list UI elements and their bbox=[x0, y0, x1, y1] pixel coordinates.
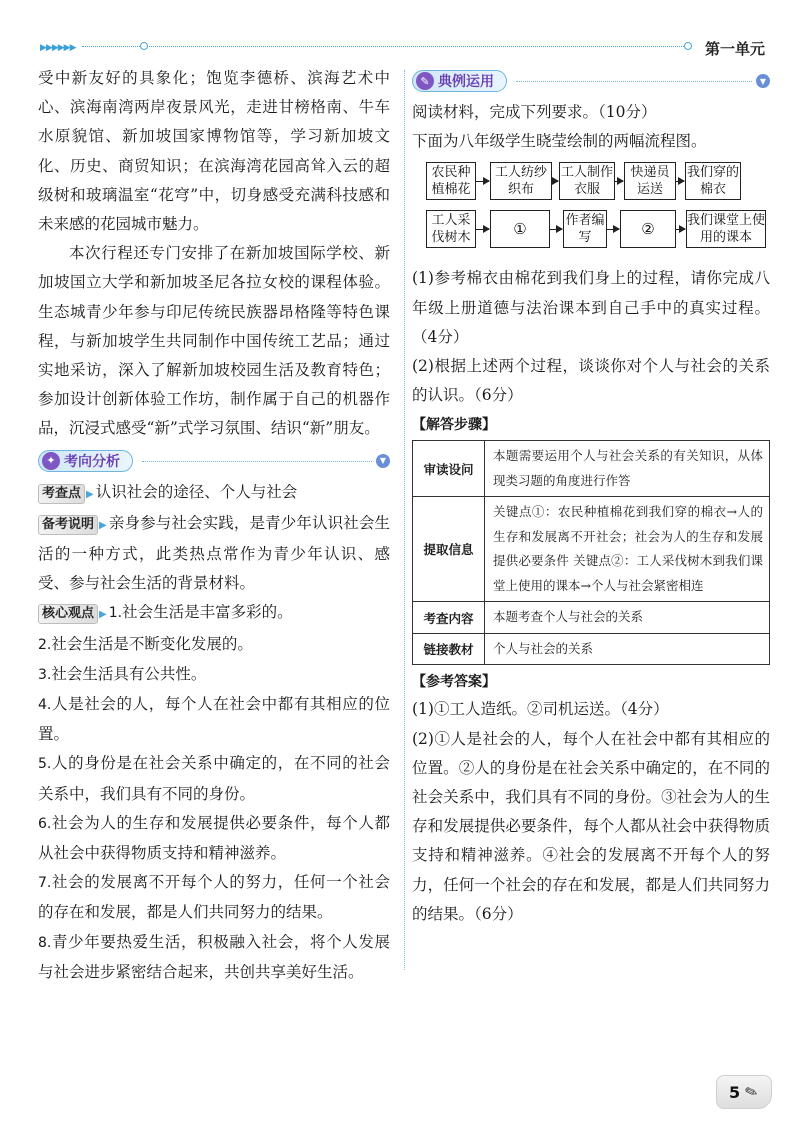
point-number: 4. bbox=[38, 697, 52, 714]
table-row bbox=[413, 497, 770, 602]
flow-box-row1-2: 工人纺纱织布 bbox=[490, 162, 552, 200]
step-key: 链接教材 bbox=[413, 633, 485, 665]
section-header-dianli bbox=[412, 70, 770, 94]
compass-icon: ✦ bbox=[42, 452, 60, 470]
flow-box-blank-2: ② bbox=[620, 210, 676, 248]
chevron-down-icon: ▼ bbox=[376, 454, 390, 468]
header-arrow-decoration: ▶▶▶▶▶▶ bbox=[40, 43, 76, 53]
answer-heading: 【参考答案】 bbox=[412, 674, 496, 691]
triangle-icon: ▶ bbox=[99, 519, 107, 531]
list-item bbox=[38, 809, 390, 868]
flow-arrow bbox=[476, 181, 489, 182]
answer-1: (1)①工人造纸。②司机运送。（4分） bbox=[412, 700, 669, 719]
page-number-badge bbox=[716, 1075, 772, 1109]
flow-arrow bbox=[552, 181, 558, 182]
step-value: 关键点①：农民种植棉花到我们穿的棉衣→人的生存和发展离不开社会；社会为人的生存和发展提供必要条件 关键点②：工人采伐树木到我们课堂上使用的课本→个人与社会紧密相连 bbox=[485, 497, 770, 602]
list-item bbox=[38, 630, 390, 660]
list-item bbox=[38, 598, 390, 629]
flow-box-blank-1: ① bbox=[490, 210, 550, 248]
example-icon: ✎ bbox=[416, 72, 434, 90]
list-item bbox=[38, 928, 390, 987]
flow-arrow bbox=[615, 181, 623, 182]
triangle-icon: ▶ bbox=[99, 609, 107, 621]
header-dotted-rule bbox=[82, 46, 686, 47]
step-value: 个人与社会的关系 bbox=[485, 633, 770, 665]
point-text: 社会生活具有公共性。 bbox=[51, 664, 207, 683]
left-column bbox=[38, 64, 390, 987]
steps-table bbox=[412, 440, 770, 665]
column-divider bbox=[404, 70, 405, 970]
section-pill bbox=[38, 450, 133, 472]
point-text: 人是社会的人，每个人在社会中都有其相应的位置。 bbox=[38, 695, 390, 744]
list-item bbox=[38, 868, 390, 927]
hexin-tag: 核心观点 bbox=[38, 604, 98, 624]
header-circle-right bbox=[684, 42, 692, 50]
kaochadian-text: 认识社会的途径、个人与社会 bbox=[95, 482, 298, 501]
flow-arrow bbox=[676, 229, 685, 230]
header-circle-left bbox=[140, 42, 148, 50]
point-number: 2. bbox=[38, 636, 52, 653]
triangle-icon: ▶ bbox=[86, 488, 94, 500]
step-key: 考查内容 bbox=[413, 602, 485, 634]
section-rule bbox=[516, 81, 752, 82]
flow-arrow bbox=[476, 229, 489, 230]
table-row bbox=[413, 602, 770, 634]
section-title: 典例运用 bbox=[438, 74, 494, 90]
intro-paragraph: 受中新友好的具象化；饱览李德桥、滨海艺术中心、滨海南湾两岸夜景风光，走进甘榜格南、牛车水原貌馆、新加坡国家博物馆等，学习新加坡文化、历史、商贸知识；在滨海湾花园高耸入云的超级树和玻璃温室“花穹”中，切身感受充满科技感和未来感的花园城市魅力。 bbox=[38, 69, 390, 234]
point-text: 社会的发展离不开每个人的努力，任何一个社会的存在和发展，都是人们共同努力的结果。 bbox=[38, 873, 390, 922]
step-value: 本题考查个人与社会的关系 bbox=[485, 602, 770, 634]
step-value: 本题需要运用个人与社会关系的有关知识，从体现类习题的角度进行作答 bbox=[485, 441, 770, 497]
question-1: (1)参考棉衣由棉花到我们身上的过程，请你完成八年级上册道德与法治课本到自己手中的真实过程。（4分） bbox=[412, 269, 770, 346]
point-text: 社会生活是丰富多彩的。 bbox=[122, 603, 293, 622]
flow-arrow bbox=[607, 229, 619, 230]
flow-box-row1-4: 快递员运送 bbox=[624, 162, 676, 200]
point-text: 人的身份是在社会关系中确定的，在不同的社会关系中，我们具有不同的身份。 bbox=[38, 754, 390, 803]
section-pill bbox=[412, 70, 507, 92]
list-item bbox=[38, 660, 390, 690]
step-key: 审读设问 bbox=[413, 441, 485, 497]
point-number: 5. bbox=[38, 756, 52, 773]
flow-box-row2-1: 工人采伐树木 bbox=[426, 210, 476, 248]
unit-title: 第一单元 bbox=[705, 40, 766, 58]
flow-arrow bbox=[550, 229, 562, 230]
course-paragraph: 本次行程还专门安排了在新加坡国际学校、新加坡国立大学和新加坡圣尼各拉女校的课程体验。生态城青少年参与印尼传统民族器昂格隆等特色课程，与新加坡学生共同制作中国传统工艺品；通过实地采访，深入了解新加坡校园生活及教育特色；参加设计创新体验工作坊，制作属于自己的机器作品，沉浸式感受“新”式学习氛围、结识“新”朋友。 bbox=[38, 244, 390, 438]
point-number: 3. bbox=[38, 666, 52, 683]
page-number: 5 bbox=[729, 1083, 741, 1102]
point-text: 社会生活是不断变化发展的。 bbox=[51, 634, 253, 653]
flow-arrow bbox=[676, 181, 684, 182]
section-title: 考向分析 bbox=[64, 453, 120, 470]
kaochadian-line bbox=[38, 478, 390, 509]
list-item bbox=[38, 749, 390, 808]
flow-box-row2-3: 作者编写 bbox=[563, 210, 607, 248]
steps-heading: 【解答步骤】 bbox=[412, 417, 496, 434]
section-rule bbox=[142, 461, 372, 462]
flow-box-row2-5: 我们课堂上使用的课本 bbox=[686, 210, 766, 248]
beikao-text: 亲身参与社会实践，是青少年认识社会生活的一种方式，此类热点常作为青少年认识、感受、参与社会生活的背景材料。 bbox=[38, 513, 390, 593]
table-row bbox=[413, 441, 770, 497]
beikao-tag: 备考说明 bbox=[38, 515, 98, 535]
pen-icon: ✎ bbox=[742, 1081, 761, 1103]
flow-box-row1-1: 农民种植棉花 bbox=[426, 162, 476, 200]
answer-2: (2)①人是社会的人，每个人在社会中都有其相应的位置。②人的身份是在社会关系中确定的，在不同的社会关系中，我们具有不同的身份。③社会为人的生存和发展提供必要条件，每个人都从社会中获得物质支持和精神滋养。④社会的发展离不开每个人的努力，任何一个社会的存在和发展，都是人们共同努力的结果。（6分） bbox=[412, 729, 770, 923]
right-column bbox=[412, 64, 770, 929]
flow-box-row1-5: 我们穿的棉衣 bbox=[685, 162, 741, 200]
step-key: 提取信息 bbox=[413, 497, 485, 602]
point-number: 1. bbox=[108, 605, 123, 622]
flow-intro: 下面为八年级学生晓莹绘制的两幅流程图。 bbox=[412, 132, 707, 151]
flowchart bbox=[412, 160, 770, 262]
point-number: 7. bbox=[38, 875, 52, 892]
beikao-line bbox=[38, 509, 390, 599]
point-number: 6. bbox=[38, 815, 52, 832]
point-number: 8. bbox=[38, 934, 52, 951]
flow-box-row1-3: 工人制作衣服 bbox=[559, 162, 615, 200]
question-2: (2)根据上述两个过程，谈谈你对个人与社会的关系的认识。（6分） bbox=[412, 357, 770, 405]
read-instruction: 阅读材料，完成下列要求。（10分） bbox=[412, 103, 657, 121]
core-points-list bbox=[38, 598, 390, 987]
list-item bbox=[38, 690, 390, 749]
chevron-down-icon: ▼ bbox=[756, 74, 770, 88]
kaochadian-tag: 考查点 bbox=[38, 484, 85, 504]
point-text: 青少年要热爱生活，积极融入社会，将个人发展与社会进步紧密结合起来，共创共享美好生活。 bbox=[38, 932, 390, 981]
table-row bbox=[413, 633, 770, 665]
section-header-kaoxiang bbox=[38, 450, 390, 474]
point-text: 社会为人的生存和发展提供必要条件，每个人都从社会中获得物质支持和精神滋养。 bbox=[38, 813, 390, 863]
